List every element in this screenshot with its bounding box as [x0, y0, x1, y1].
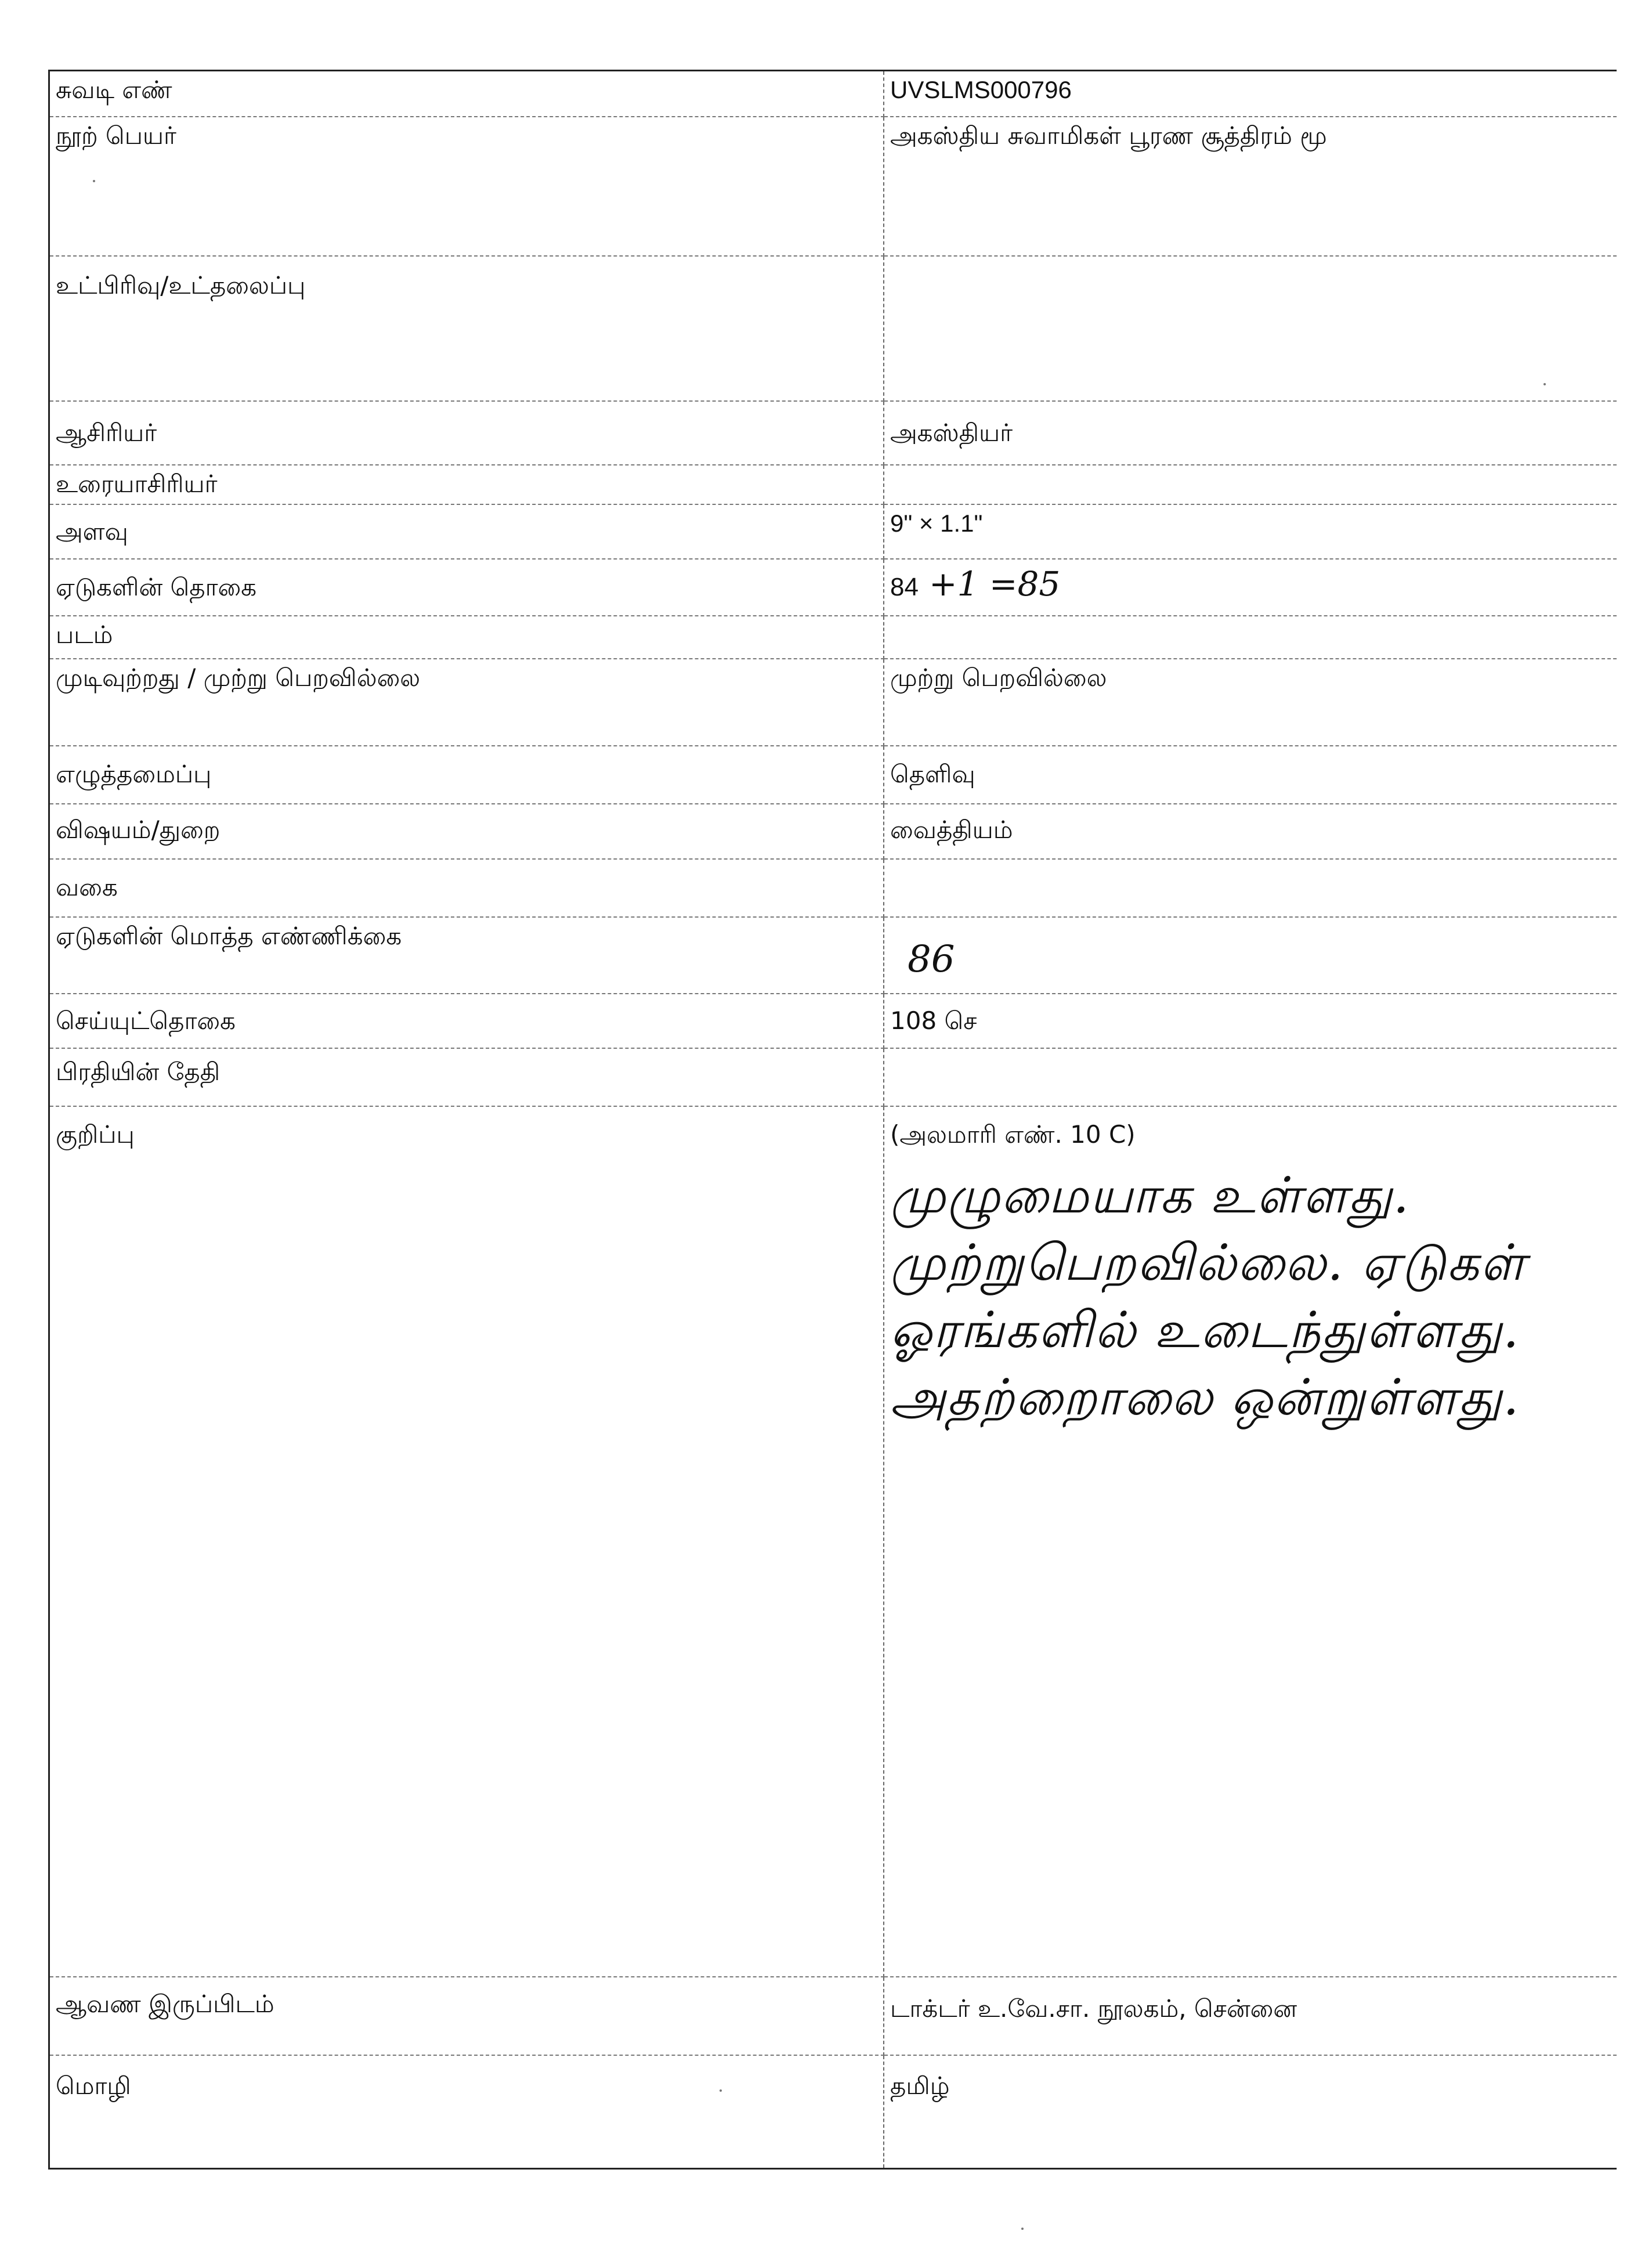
field-label-title: நூற் பெயர்: [50, 117, 884, 256]
field-label-subtitle: உட்பிரிவு/உட்தலைப்பு: [50, 256, 884, 401]
field-label-completion: முடிவுற்றது / முற்று பெறவில்லை: [50, 659, 884, 746]
field-value-leaf-count: [884, 559, 1617, 616]
field-value-size: 9" × 1.1": [884, 504, 1617, 559]
field-label-subject: விஷயம்/துறை: [50, 804, 884, 859]
field-value-script-quality: தெளிவு: [884, 746, 1617, 804]
field-label-commentator: உரையாசிரியர்: [50, 465, 884, 504]
table-row: [50, 1048, 1617, 1106]
notes-typed-shelf: (அலமாரி எண். 10 C): [890, 1120, 1136, 1149]
table-row: [50, 1977, 1617, 2055]
handwritten-line: அதற்றைாலை ஒன்றுள்ளது.: [890, 1368, 1520, 1427]
field-value-location: டாக்டர் உ.வே.சா. நூலகம், சென்னை: [884, 1977, 1617, 2055]
table-row: [50, 1106, 1617, 1977]
field-label-script-quality: எழுத்தமைப்பு: [50, 746, 884, 804]
table-row: [50, 504, 1617, 559]
field-label-verse-count: செய்யுட்தொகை: [50, 994, 884, 1048]
field-value-copy-date: [884, 1048, 1617, 1106]
table-row: [50, 804, 1617, 859]
table-row: [50, 71, 1617, 117]
table-row: [50, 859, 1617, 917]
total-leaves-handwritten: 86: [908, 938, 955, 981]
leaf-count-handwritten: +1 =85: [928, 564, 1061, 604]
table-row: [50, 659, 1617, 746]
field-label-copy-date: பிரதியின் தேதி: [50, 1048, 884, 1106]
field-value-subject: வைத்தியம்: [884, 804, 1617, 859]
table-row: [50, 559, 1617, 616]
table-row: [50, 256, 1617, 401]
manuscript-record-form: [48, 70, 1617, 2170]
scan-speck: [1543, 383, 1546, 385]
field-value-subtitle: [884, 256, 1617, 401]
field-label-language: மொழி: [50, 2055, 884, 2168]
field-value-total-leaves: [884, 917, 1617, 994]
table-row: [50, 746, 1617, 804]
field-label-notes: குறிப்பு: [50, 1106, 884, 1977]
table-row: [50, 994, 1617, 1048]
field-label-total-leaves: ஏடுகளின் மொத்த எண்ணிக்கை: [50, 917, 884, 994]
field-label-location: ஆவண இருப்பிடம்: [50, 1977, 884, 2055]
field-label-leaf-count: ஏடுகளின் தொகை: [50, 559, 884, 616]
table-row: [50, 616, 1617, 659]
field-value-illustration: [884, 616, 1617, 659]
table-row: [50, 465, 1617, 504]
field-value-category: [884, 859, 1617, 917]
field-label-manuscript-number: சுவடி எண்: [50, 71, 884, 117]
field-label-illustration: படம்: [50, 616, 884, 659]
notes-handwritten: [890, 1162, 1611, 1431]
scan-speck: [93, 180, 95, 182]
field-value-commentator: [884, 465, 1617, 504]
field-value-language: தமிழ்: [890, 2071, 950, 2100]
scan-speck: [1021, 2228, 1024, 2230]
field-label-size: அளவு: [50, 504, 884, 559]
field-value-completion: முற்று பெறவில்லை: [884, 659, 1617, 746]
field-label-category: வகை: [50, 859, 884, 917]
scan-speck: [720, 2089, 722, 2092]
handwritten-line: முற்றுபெறவில்லை. ஏடுகள்: [890, 1233, 1527, 1292]
field-value-title: அகஸ்திய சுவாமிகள் பூரண சூத்திரம் மூ: [884, 117, 1617, 256]
table-row: [50, 117, 1617, 256]
record-table: [50, 71, 1617, 2168]
field-value-manuscript-number: UVSLMS000796: [884, 71, 1617, 117]
leaf-count-typed: 84: [890, 573, 919, 601]
handwritten-line: ஓரங்களில் உடைந்துள்ளது.: [890, 1301, 1520, 1359]
field-label-author: ஆசிரியர்: [50, 401, 884, 465]
field-value-author: அகஸ்தியர்: [884, 401, 1617, 465]
field-value-notes: [884, 1106, 1617, 1977]
table-row: [50, 917, 1617, 994]
table-row: [50, 2055, 1617, 2168]
table-row: [50, 401, 1617, 465]
handwritten-line: முழுமையாக உள்ளது.: [890, 1166, 1411, 1225]
field-value-verse-count: 108 செ: [884, 994, 1617, 1048]
